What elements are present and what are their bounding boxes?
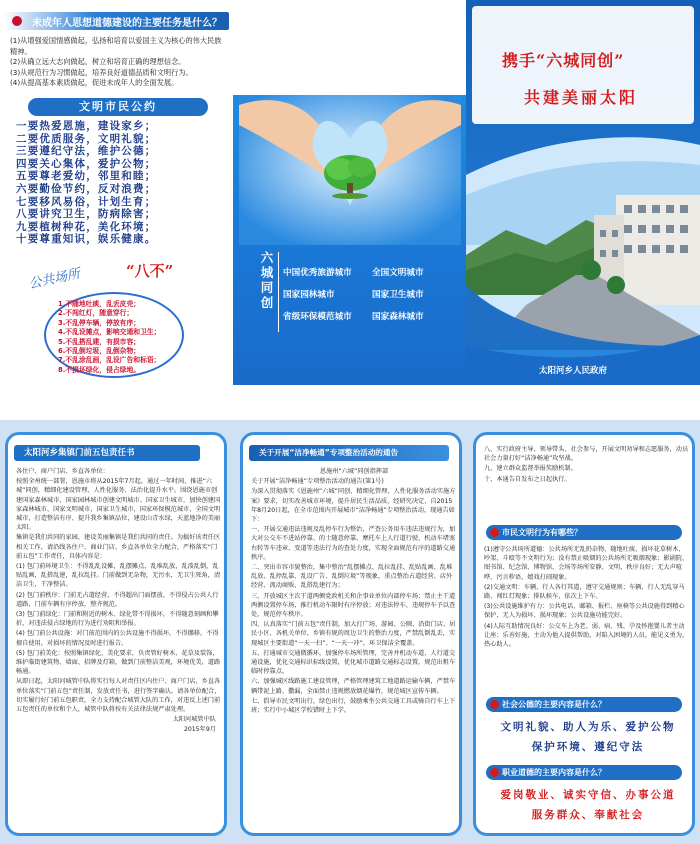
paragraph: 九、建立群众监督举报奖励机制。	[484, 465, 577, 473]
paragraph: (4)人际互助情况良好：公交车上为老、弱、病、残、孕及怀抱婴儿者主动让座；乐善好施，主动为他人提供帮助，对陷入困境的人员，能见义勇为，热心助人。	[484, 622, 689, 649]
city-title: 中国优秀旅游城市	[283, 268, 352, 278]
city-title: 国家森林城市	[372, 312, 424, 322]
cover-issuer: 太阳河乡人民政府	[539, 366, 608, 376]
pro-morals	[490, 785, 686, 825]
eight-nots-list	[44, 292, 184, 378]
tasks-list	[10, 36, 224, 89]
city-title: 国家园林城市	[283, 290, 335, 300]
convention-line: 六要勤俭节约，反对浪费；	[16, 182, 157, 195]
tasks-header	[4, 12, 229, 30]
paragraph: (5) 包门前美化：按照集镇绿化、美化要求，负责管好树木、花草及装饰，维护临街建筑物、墙面、招牌及灯箱，做到门前整洁美观，环境优美，道路畅通。	[16, 649, 221, 676]
eight-nots-item: 7.不乱涂乱画，乱设广告和标语；	[58, 356, 161, 365]
signature-org: 太阳河城管中队	[172, 716, 216, 724]
signature-date: 2015年9月	[183, 726, 216, 734]
eight-nots-item: 1.不随地吐痰，乱丢皮壳；	[58, 300, 141, 308]
moral-line: 保护环境、遵纪守法	[531, 741, 645, 753]
public-morals	[490, 717, 686, 757]
eight-nots-title: 公共场所	[27, 266, 82, 293]
city-title: 全国文明城市	[372, 268, 424, 278]
moral-line: 爱岗敬业、诚实守信、办事公道	[500, 789, 676, 801]
paragraph: 集镇是我们共同的家园，建设美丽集镇是我们共同的责任。为搞好该责任区相关工作，请沿线各住户、商业门店、乡直各单位全力配合，严格落实“门前五包”工作责任，具体内容是：	[16, 534, 221, 560]
eight-nots-item: 5.不乱搭乱建，有损市容；	[58, 337, 141, 346]
paragraph: 按照全州统一部署，恩施市将从2015年7月起，通过一年时间，推进“六城”同创，精细化建设管理、人性化服务、法治化提升水平。围绕恩施市创建国家森林城市、国家园林城市创建文明城市、国家卫生城市，加快创建国家森林城市、国家文明城市，国家卫生城市，国家环保模范城市、全国文明城市，打造整洁有序、提升我乡集镇品位，建设山青水绿，天蓝地净的美丽太阳。	[16, 478, 221, 532]
cover-wave	[466, 335, 700, 385]
public-morals-heading-text: 社会公德的主要内容是什么？	[502, 700, 606, 709]
divider	[278, 252, 279, 332]
task-item: (4)从提高基本素质做起，促进未成年人的全面发展。	[10, 78, 179, 87]
convention-line: 七要移风易俗，计划生育；	[16, 195, 157, 208]
task-item: (3)从规范行为习惯做起，培养良好道德品质和文明行为。	[10, 67, 193, 77]
paragraph: (3) 包门前绿化：门前和附近的树木、绿化带不得损坏，不得随意刻画和攀折，对违法侵占绿地的行为进行劝阻和举报。	[16, 611, 219, 628]
paragraph: 五、打通城市交通微循环，加强停车场所管理，完善并机动车道、人行道交通设施，优化交通标识标线设置，优化城市道路交通标志设置，规范出租车临时停靠点。	[251, 649, 456, 676]
notice-panel	[240, 432, 462, 836]
notice-heading: 关于开展“洁净畅通”专项整治活动的通告	[249, 445, 449, 461]
paragraph: 各住户、商户门店、乡直各单位：	[16, 468, 109, 475]
paragraph: 一、开展交通违法违规及乱停车行为整治，严查公务用车违法违规行为，加大对公交车不进站停靠、的士随意停靠、摩托车上人行道行驶、机动车堵塞右转等车违章、变道等违法行为的查处力度，实现全面规范有序的道路交通秩序。	[251, 526, 456, 561]
tasks-heading: 未成年人思想道德建设的主要任务是什么？	[32, 18, 222, 29]
pro-morals-heading-text: 职业道德的主要内容是什么？	[502, 768, 606, 777]
convention-line: 四要关心集体，爱护公物；	[16, 157, 157, 170]
civil-behavior-heading-text: 市民文明行为有哪些？	[502, 528, 582, 537]
paragraph: 六、加强城区线路施工建设管理，严格管理建筑工地道路运输车辆，严禁车辆带泥上路、撒漏，全面禁止违规燃放烟花爆竹，规范城区宣传车辆。	[251, 678, 456, 695]
task-item: (2)从确立远大志向做起，树立和培育正确的理想信念。	[10, 57, 186, 66]
eight-nots-section	[8, 262, 232, 382]
paragraph: (3)公共设施维护有力：公共电话、邮箱、报栏、座椅等公共设施得到精心保护，无人为损坏、损坏现象；公共设施功能完好。	[484, 603, 685, 620]
responsibility-letter-body	[16, 467, 222, 736]
convention-line: 八要讲究卫生，防病除害；	[16, 208, 157, 221]
pro-morals-heading	[486, 765, 682, 780]
panel-moral-education	[0, 0, 233, 385]
convention-line: 十要尊重知识，娱乐健康。	[16, 233, 157, 246]
convention-title: 文明市民公约	[28, 98, 208, 116]
paragraph: 从即日起，太阳河城管中队将实行每人对责任区内住户、商户门店、乡直各单位落实“门前五包”责任制，发放责任书，进行签字确认。请各单位配合，切实履行好门前五包职责，全力支持配合城管大队的工作，对违反上述门前五包责任的单位和个人，城管中队将按有关法律法规严肃处理。	[16, 678, 221, 714]
eight-nots-item: 2.不闯红灯，随意穿行；	[58, 309, 134, 318]
paragraph: 为深入贯彻落实《恩施州“六城”同创、精细化管理、人性化服务活动实施方案》要求，切实改善城市环境，提升居民生活品质，经研究决定，自2015年8月20日起，在全市范围内开展城市“洁净畅通”专项整治活动，现通告如下：	[251, 488, 456, 524]
civil-behavior-list	[484, 545, 690, 650]
bullet-icon	[490, 528, 499, 537]
public-morals-heading	[486, 697, 682, 712]
paragraph: (1) 包门前环境卫生：不得乱乱设摊，乱摆摊点，乱堆乱放，乱泼乱倒，乱贴乱画，乱搭乱建，乱拉乱挂。门前做到无杂物，无污水，无卫生死角，清洁卫生，干净整洁。	[16, 563, 221, 589]
convention-line: 二要优质服务，文明礼貌；	[16, 132, 157, 145]
bullet-icon	[490, 768, 499, 777]
sheet-gap	[0, 385, 700, 420]
paragraph: 二、突出市容市貌整治，集中整治“乱摆摊点、乱拉乱挂、乱贴乱画、乱堆乱放、乱停乱靠、乱设广告、乱倒垃圾”等现象，重点整治占道经营、店外经营、流动商贩、乱搭乱建行为；	[251, 564, 453, 590]
eight-nots-quote: “八不”	[126, 262, 174, 280]
town-street-photo	[466, 135, 700, 350]
six-cities-vertical-title: 六城同创	[260, 250, 274, 310]
city-titles	[283, 262, 465, 328]
notice-body	[251, 467, 457, 716]
civil-behavior-heading	[486, 525, 682, 540]
civility-panel	[473, 432, 695, 836]
paragraph: (2)交通文明：车辆、行人各行其道，遵守交通规则；车辆、行人无乱穿马路、闯红灯现象；排队候车，依次上下车。	[484, 583, 685, 601]
bullet-icon	[12, 16, 22, 26]
responsibility-letter-panel	[5, 432, 227, 836]
paragraph: 七、倡导市民文明出行，绿色出行，鼓励乘坐公共交通工具或骑自行车上下班；实行中小城区学校错时上下学。	[251, 697, 456, 715]
convention-list	[6, 120, 227, 260]
paragraph: (4) 包门前公共设施：对门前范围内的公共设施不得损坏，不得挪移，不得擅自使用，对损坏的情况及时进行报告。	[16, 630, 219, 647]
bullet-icon	[490, 700, 499, 709]
panel-cover	[466, 0, 700, 385]
convention-line: 三要遵纪守法，维护公德；	[16, 145, 157, 158]
cover-slogan-2: 共建美丽太阳	[524, 88, 639, 107]
eight-nots-item: 4.不乱设摊点，影响交通和卫生；	[58, 328, 161, 337]
moral-line: 文明礼貌、助人为乐、爱护公物	[500, 721, 676, 733]
convention-line: 九要植树种花，美化环境；	[16, 220, 157, 233]
responsibility-letter-heading: 太阳河乡集镇门前五包责任书	[14, 445, 200, 461]
notice-issuer: 恩施州“六城”同创指挥部	[319, 468, 389, 475]
eight-nots-item: 3.不乱停车辆，停放有序；	[58, 318, 141, 327]
paragraph: 八、实行政府主导、领导带头、社会参与，开展文明劝导和志愿服务，动员社会力量打好“洁净畅通”攻坚战。	[484, 446, 689, 463]
paragraph: (1)遵守公共场所道德：公共场所无乱扔杂物、随地吐痰、损坏花草树木、吵架、斗殴等不文明行为；没有禁止吸烟的公共场所无吸烟现象；影剧院、图书馆、纪念馆、博物馆、会场等场所安静、文明、秩序良好；无大声喧哗、污言秽语、嬉戏打闹现象。	[484, 546, 689, 581]
paragraph: (2) 包门前秩序：门前无占道经营，不得超出门面摆放，不得侵占公共人行道路，门前车辆有序停放，整齐规范。	[16, 591, 219, 608]
paragraph: 四、认真落实“门前五包”责任制，加大打广场、游园、公厕、沿街门店、居民小区、各机关单位、乡镇有规的周边卫生的整治力度，严禁乱倒乱丢，实现城区主要街道“一天一扫”、“一天一冲”，环卫保洁全覆盖。	[251, 621, 456, 647]
city-title: 省级环保模范城市	[283, 312, 352, 322]
city-title: 国家卫生城市	[372, 290, 424, 300]
eight-nots-item: 6.不乱倒垃圾，乱倒杂物；	[58, 347, 141, 356]
task-item: (1)从增强爱国情感做起，弘扬和培育以爱国主义为核心的伟大民族精神。	[10, 36, 222, 56]
panel-six-cities	[233, 0, 466, 385]
convention-line: 一要热爱恩施，建设家乡；	[16, 120, 157, 132]
heart-hands-tree-image	[239, 95, 461, 245]
notice-continued	[484, 445, 690, 485]
paragraph: 十、本通告自发布之日起执行。	[484, 475, 571, 483]
paragraph: 关于开展“洁净畅通”专项整治活动的通告(第1号)	[251, 478, 384, 486]
eight-nots-item: 8.不损坏绿化，侵占绿地。	[58, 365, 141, 374]
moral-line: 服务群众、奉献社会	[531, 809, 645, 821]
cover-slogan-1: 携手“六城同创”	[502, 51, 625, 70]
paragraph: 三、开放城区主次干道两侧党政机关和企事业单位内部停车场；禁止主干道两侧设置停车场，推行机动车限时有序停放；对违法停车、违规停车予以查处，规范停车秩序。	[251, 592, 456, 619]
convention-line: 五要尊老爱幼，邻里和睦；	[16, 170, 157, 183]
